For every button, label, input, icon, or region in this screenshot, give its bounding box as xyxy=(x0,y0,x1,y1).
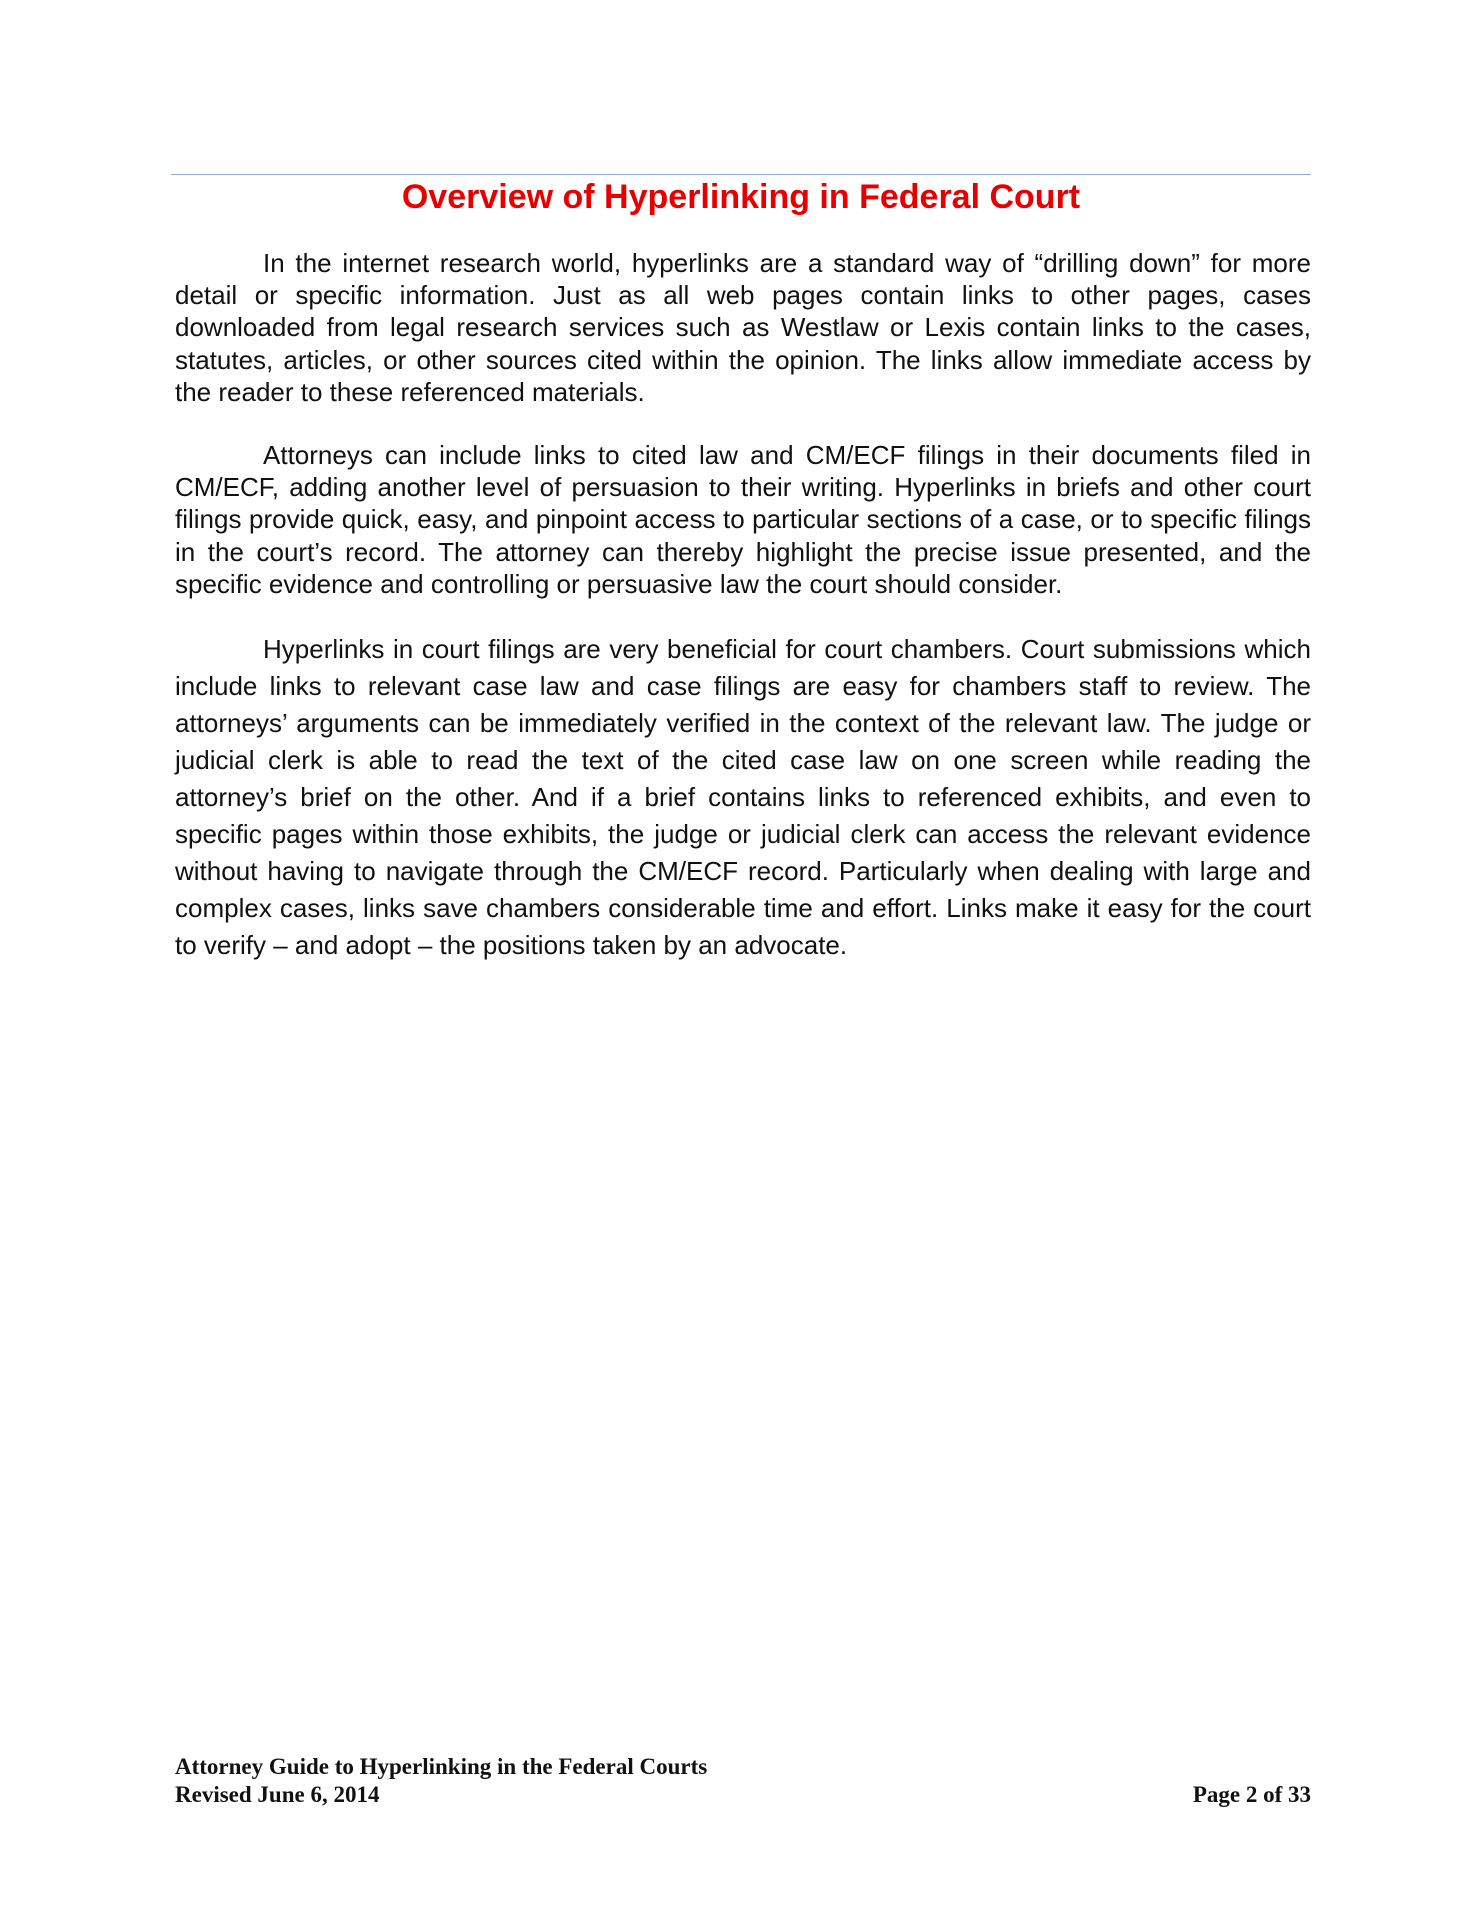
paragraph-3: Hyperlinks in court filings are very beneficial for court chambers. Court submissions which include links to relevant case law and case filings are easy for chambers staff to review. The attorneys’ arguments can be immediately verified in the context of the relevant law. The judge or judicial clerk is able to read the text of the cited case law on one screen while reading the attorney’s brief on the other. And if a brief contains links to referenced exhibits, and even to specific pages within those exhibits, the judge or judicial clerk can access the relevant evidence without having to navigate through the CM/ECF record. Particularly when dealing with large and complex cases, links save chambers considerable time and effort. Links make it easy for the court to verify – and adopt – the positions taken by an advocate. xyxy=(175,634,1311,961)
paragraph-1: In the internet research world, hyperlinks are a standard way of “drilling down” for more detail or specific information. Just as all web pages contain links to other pages, cases downloaded from legal research services such as Westlaw or Lexis contain links to the cases, statutes, articles, or other sources cited within the opinion. The links allow immediate access by the reader to these referenced materials. xyxy=(175,248,1311,407)
document-body xyxy=(175,247,1311,964)
footer-revised-date: Revised June 6, 2014 xyxy=(175,1782,380,1807)
header-rule xyxy=(171,174,1311,175)
page-title: Overview of Hyperlinking in Federal Court xyxy=(401,178,1081,216)
footer-guide-title: Attorney Guide to Hyperlinking in the Federal Courts xyxy=(175,1754,708,1779)
footer-left xyxy=(175,1753,707,1809)
paragraph-2: Attorneys can include links to cited law and CM/ECF filings in their documents filed in CM/ECF, adding another level of persuasion to their writing. Hyperlinks in briefs and other court filings provide quick, easy, and pinpoint access to particular sections of a case, or to specific filings in the court’s record. The attorney can thereby highlight the precise issue presented, and the specific evidence and controlling or persuasive law the court should consider. xyxy=(175,440,1311,599)
footer-page-number: Page 2 of 33 xyxy=(1192,1782,1311,1807)
